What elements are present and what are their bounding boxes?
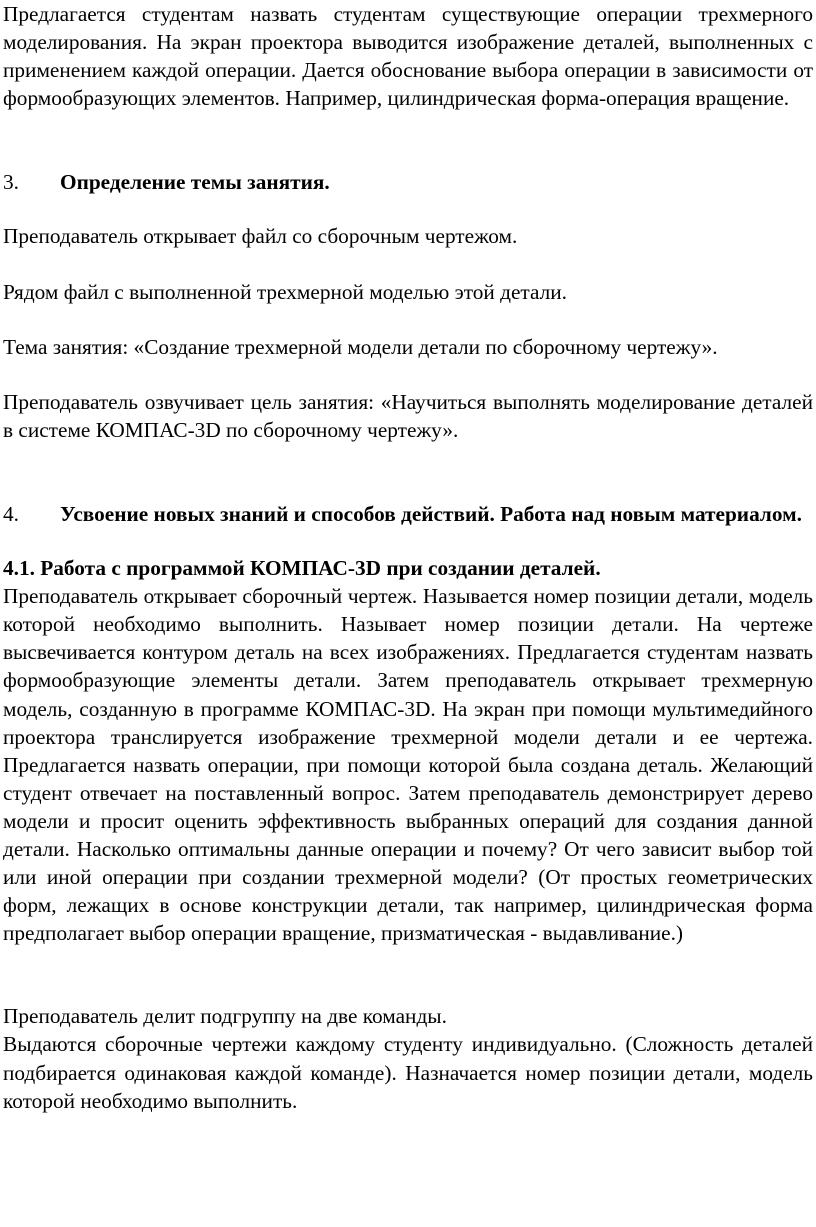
spacer [3,306,813,333]
spacer [3,528,813,554]
spacer [3,112,813,168]
intro-paragraph: Предлагается студентам назвать студентам существующие операции трехмерного моделирования. На экран проектора выводится изображение деталей, выполненных с применением каждой операции. Дается обоснование выбора операции в зависимости от формообразующих элементов. Например, цилиндрическая форма-операция вращение. [3,2,813,111]
spacer [3,444,813,500]
paragraph-assignments: Выдаются сборочные чертежи каждому студенту индивидуально. (Сложность деталей подбирается одинаковая каждой команде). Назначается номер позиции детали, модель которой необходимо выполнить. [3,1032,813,1113]
spacer [3,251,813,278]
paragraph-teams: Преподаватель делит подгруппу на две команды. [3,1004,447,1029]
section-3-heading [3,168,813,196]
spacer [3,196,813,222]
section-4-number: 4. [3,501,19,526]
section-4-title: Усвоение новых знаний и способов действий. Работа над новым материалом. [60,501,802,526]
paragraph-lesson-topic: Тема занятия: «Создание трехмерной модели детали по сборочному чертежу». [3,334,718,359]
paragraph-model-file: Рядом файл с выполненной трехмерной моделью этой детали. [3,279,567,304]
paragraph-open-file: Преподаватель открывает файл со сборочным чертежом. [3,224,518,249]
section-3-title: Определение темы занятия. [60,170,330,195]
section-4-heading [3,500,813,528]
paragraph-lesson-goal: Преподаватель озвучивает цель занятия: «Научиться выполнять моделирование деталей в системе КОМПАС-3D по сборочному чертежу». [3,389,813,442]
spacer [3,947,813,1002]
spacer [3,361,813,388]
section-4-1-heading: 4.1. Работа с программой КОМПАС-3D при создании деталей. [3,556,601,581]
paragraph-work-description: Преподаватель открывает сборочный чертеж. Называется номер позиции детали, модель которой необходимо выполнить. Называет номер позиции детали. На чертеже высвечивается контуром деталь на всех изображениях. Предлагается студентам назвать формообразующие элементы детали. Затем преподаватель открывает трехмерную модель, созданную в программе КОМПАС-3D. На экран при помощи мультимедийного проектора транслируется изображение трехмерной модели детали и ее чертежа. Предлагается назвать операции, при помощи которой была создана деталь. Желающий студент отвечает на поставленный вопрос. Затем преподаватель демонстрирует дерево модели и просит оценить эффективность выбранных операций для создания данной детали. Насколько оптимальны данные операции и почему? От чего зависит выбор той или иной операции при создании трехмерной модели? (От простых геометрических форм, лежащих в основе конструкции детали, так например, цилиндрическая форма предполагает выбор операции вращение, призматическая - выдавливание.) [3,584,813,946]
section-3-number: 3. [3,170,19,195]
